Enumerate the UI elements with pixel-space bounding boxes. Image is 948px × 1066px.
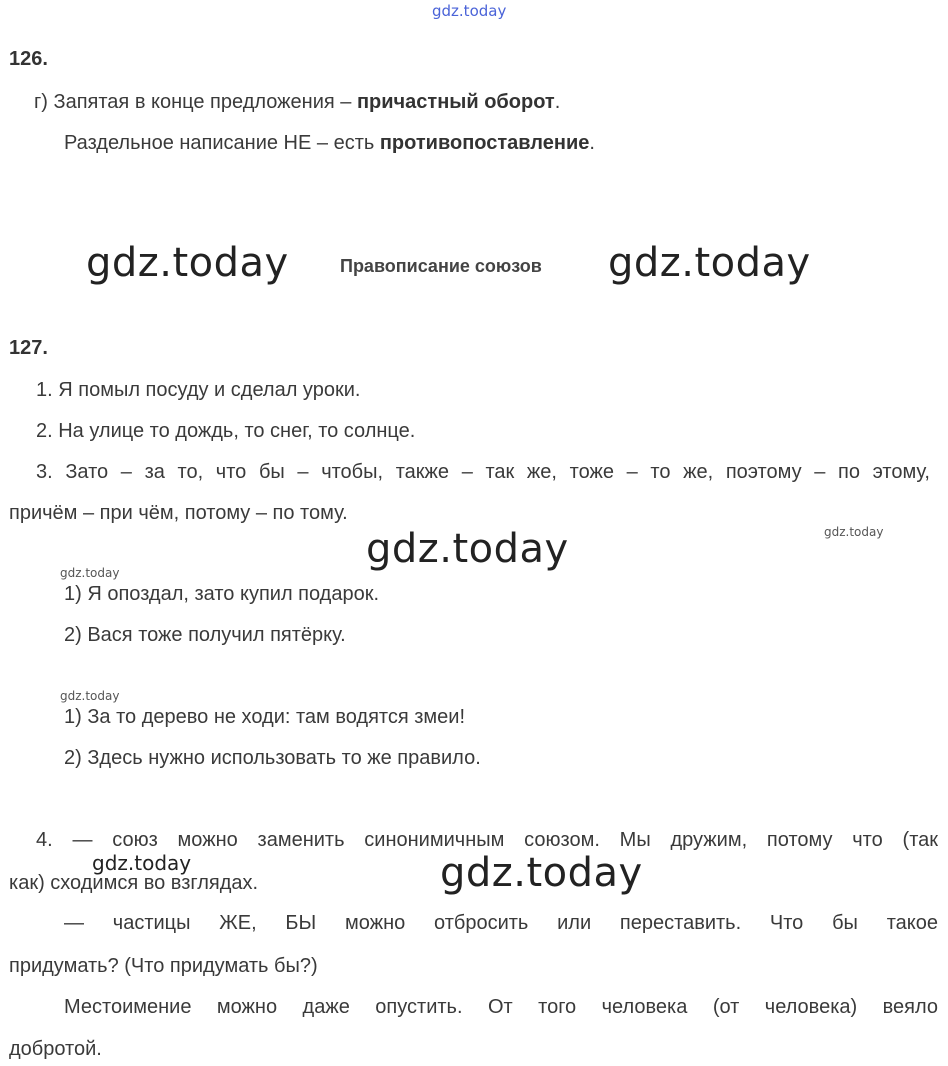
watermark-small-2: gdz.today <box>60 689 120 703</box>
item-4-line-3: — частицы ЖЕ, БЫ можно отбросить или переставить. Что бы такое <box>64 912 938 934</box>
watermark-left-big: gdz.today <box>86 240 289 286</box>
text: . <box>554 91 561 113</box>
watermark-small-right: gdz.today <box>824 525 884 539</box>
item-4-line-5: Местоимение можно даже опустить. От того человека (от человека) веяло <box>64 996 938 1018</box>
text: Раздельное написание НЕ – есть <box>64 132 380 154</box>
watermark-mid-small: gdz.today <box>92 851 192 875</box>
exercise-127-number: 127. <box>9 337 48 359</box>
watermark-bottom-big: gdz.today <box>440 850 643 896</box>
bold-term: противопоставление <box>379 132 590 154</box>
exercise-126-line-1 <box>34 90 560 114</box>
item-4-line-4: придумать? (Что придумать бы?) <box>9 955 318 977</box>
bold-term: причастный оборот <box>356 91 555 113</box>
item-4-line-1: 4. — союз можно заменить синонимичным союзом. Мы дружим, потому что (так <box>36 829 938 851</box>
watermark-top: gdz.today <box>432 2 507 20</box>
section-heading: Правописание союзов <box>340 256 542 276</box>
watermark-mid-big: gdz.today <box>366 526 569 572</box>
item-3-line-2: причём – при чём, потому – по тому. <box>9 502 348 524</box>
item-2: 2. На улице то дождь, то снег, то солнце. <box>36 420 416 442</box>
sub-b-2: 2) Здесь нужно использовать то же правило. <box>64 747 481 769</box>
sub-b-1: 1) За то дерево не ходи: там водятся змеи! <box>64 706 466 728</box>
exercise-126-number: 126. <box>9 48 48 70</box>
item-3-line-1: 3. Зато – за то, что бы – чтобы, также – так же, тоже – то же, поэтому – по этому, <box>36 461 930 483</box>
item-4-line-6: добротой. <box>9 1038 102 1060</box>
item-4-line-2: как) сходимся во взглядах. <box>9 872 259 894</box>
item-1: 1. Я помыл посуду и сделал уроки. <box>36 379 361 401</box>
text: г) Запятая в конце предложения – <box>34 91 357 113</box>
sub-a-1: 1) Я опоздал, зато купил подарок. <box>64 583 380 605</box>
watermark-right-big: gdz.today <box>608 240 811 286</box>
watermark-small-1: gdz.today <box>60 566 120 580</box>
sub-a-2: 2) Вася тоже получил пятёрку. <box>64 624 346 646</box>
exercise-126-line-2 <box>64 131 595 155</box>
text: . <box>589 132 595 154</box>
